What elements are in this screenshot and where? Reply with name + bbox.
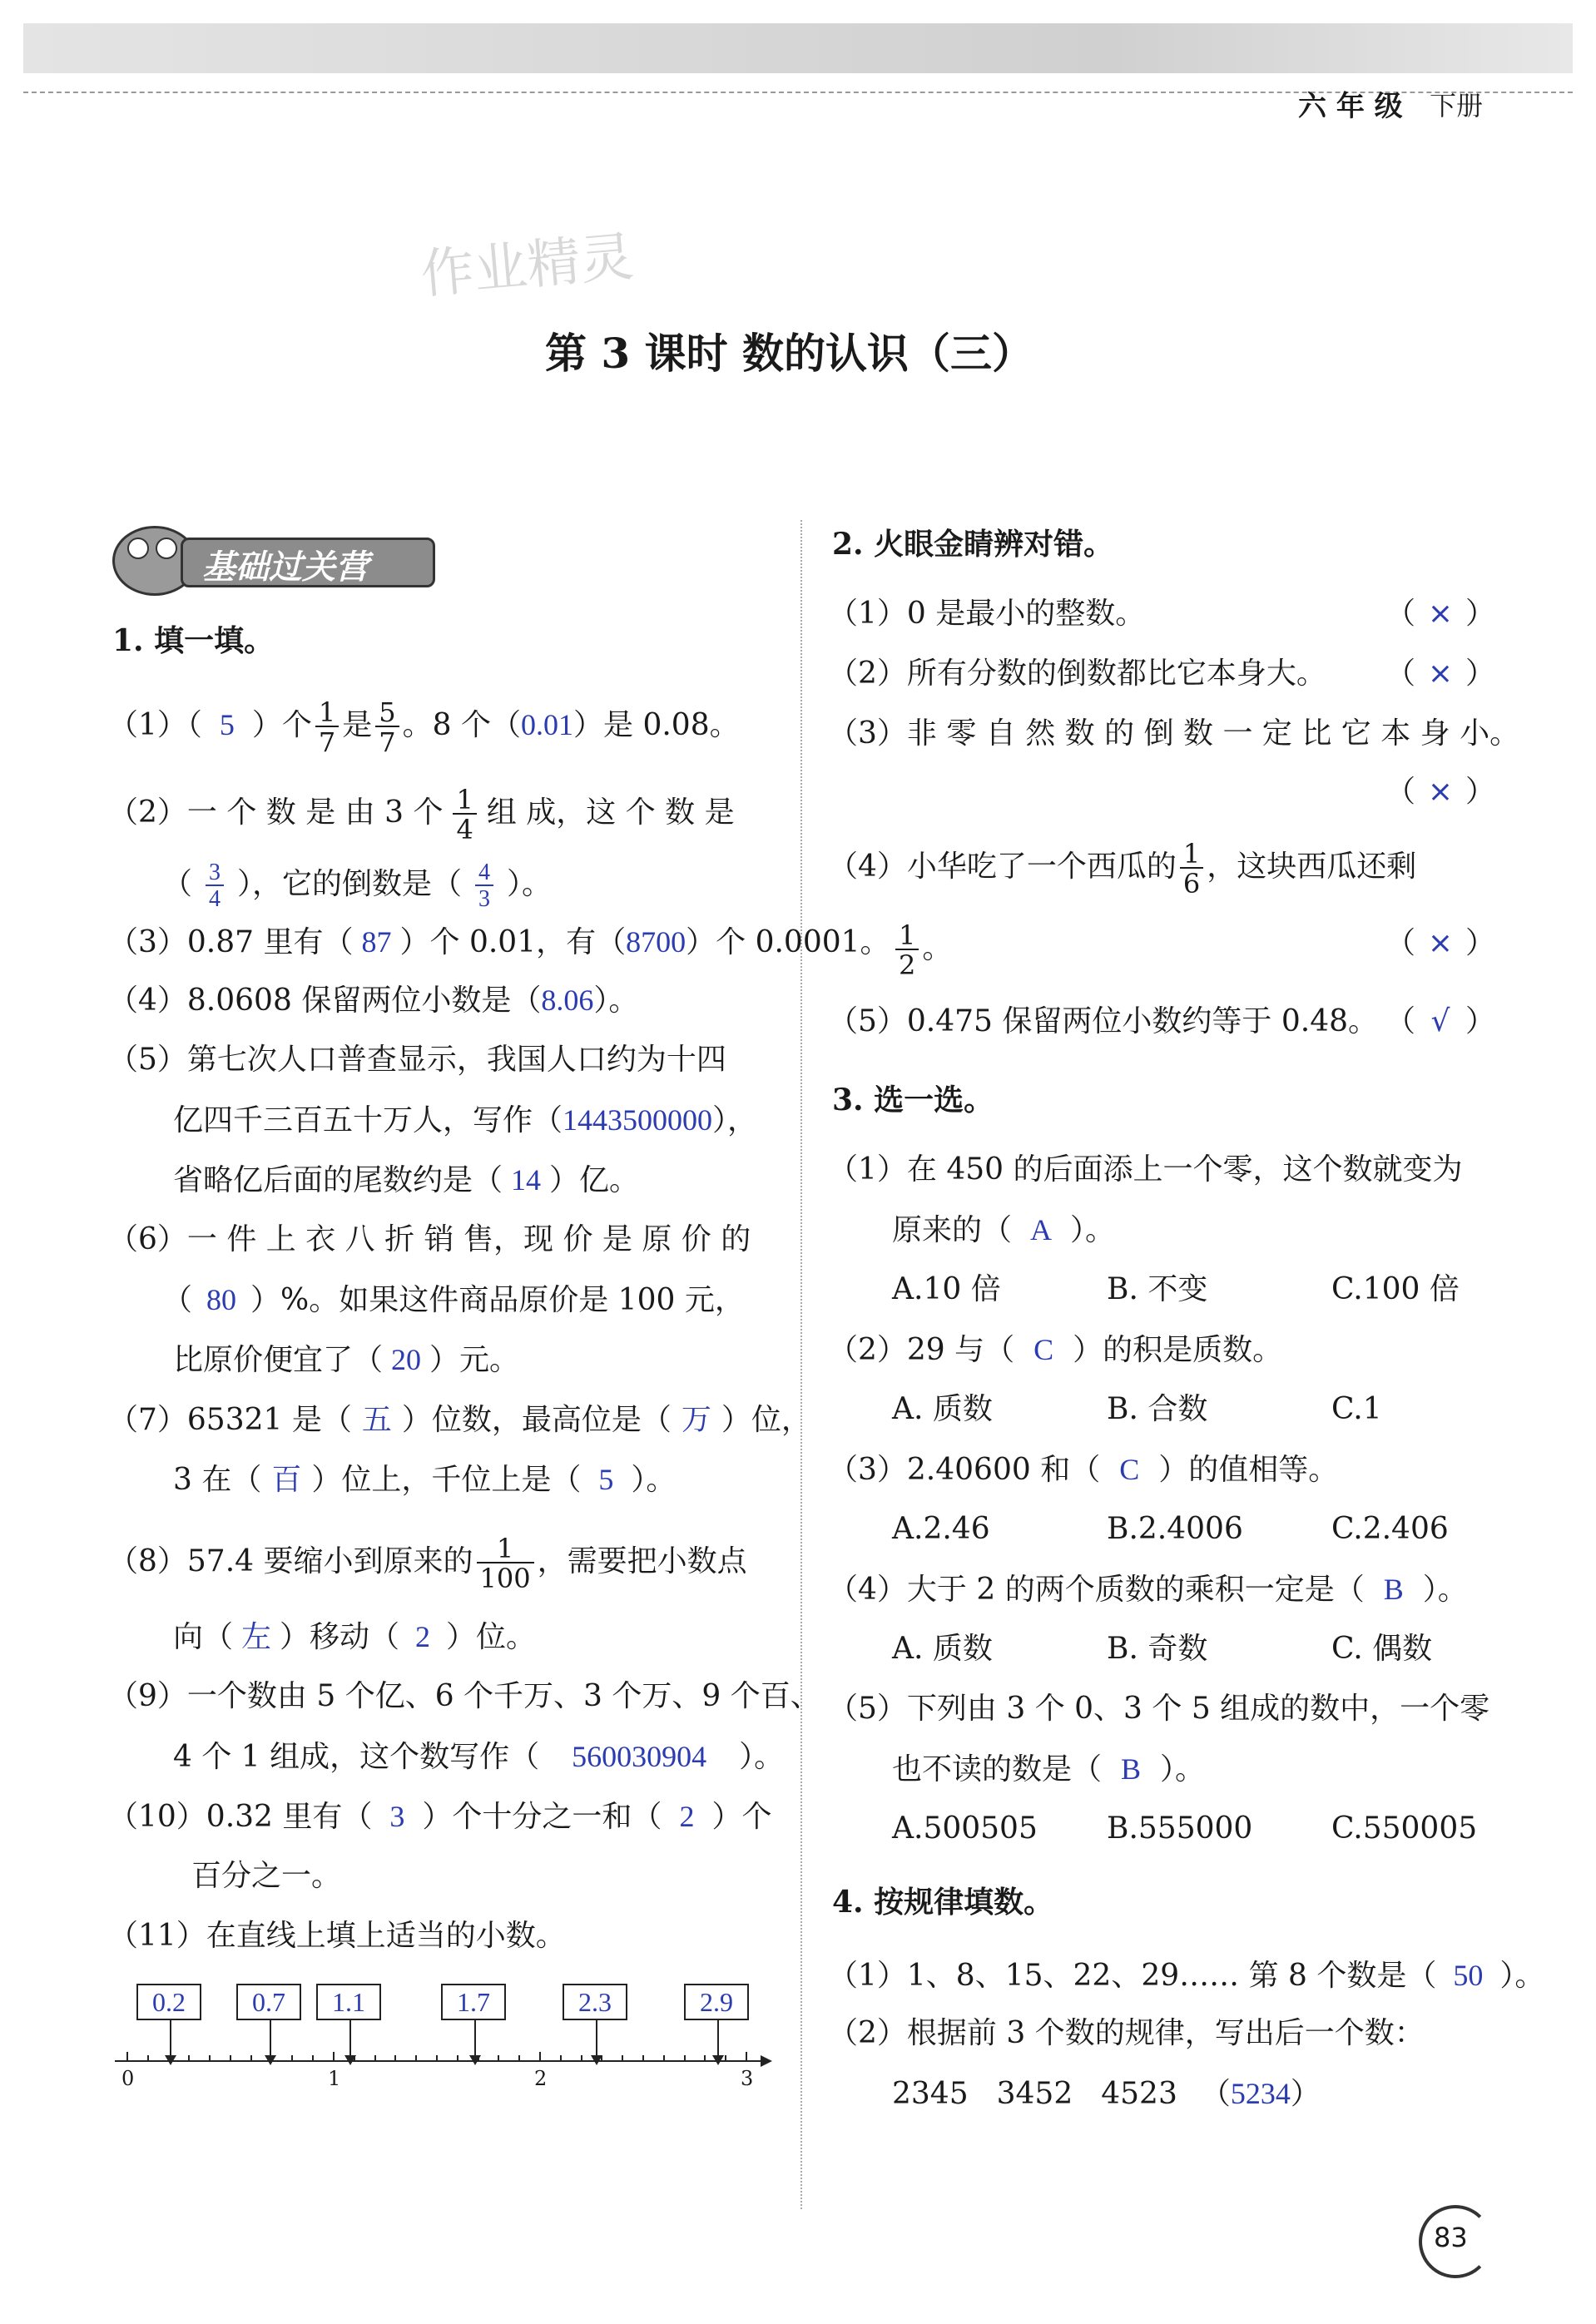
q3-item4: （4）大于 2 的两个质数的乘积一定是（ B ）。 <box>828 1573 1468 1607</box>
watermark: 作业精灵 <box>418 225 637 306</box>
answer: 5 <box>598 1463 614 1496</box>
q3-item1-line2: 原来的（ A ）。 <box>892 1213 1116 1247</box>
numline-tick <box>374 2055 376 2062</box>
volume-label: 下册 <box>1430 90 1484 121</box>
numline-arrow <box>474 2020 476 2062</box>
numline-tick <box>415 2055 417 2062</box>
q2-judge3: （ × ） <box>1385 775 1496 809</box>
numline-box: 2.3 <box>563 1984 627 2020</box>
numline-tick <box>271 2055 273 2062</box>
numline-box: 1.1 <box>316 1984 381 2020</box>
q1-item10-line2: 百分之一。 <box>191 1859 342 1893</box>
answer: 百 <box>271 1463 302 1496</box>
numline-tick-label: 0 <box>121 2067 135 2090</box>
fraction: $\frac{5}{7}$ <box>375 699 399 756</box>
q1-item7-line1: （7）65321 是（ 五 ）位数，最高位是（ 万 ）位， <box>108 1403 811 1437</box>
numline-tick <box>250 2055 252 2062</box>
q1-item8-line1: （8）57.4 要缩小到原来的 $\frac{1}{100}$ ，需要把小数点 <box>108 1533 747 1594</box>
numline-tick <box>394 2055 396 2062</box>
grade-label: 六 年 级 <box>1298 90 1403 123</box>
answer: A <box>1030 1213 1053 1246</box>
numline-tick <box>539 2052 541 2062</box>
q1-item1: （1）（ 5 ）个 $\frac{1}{7}$ 是 $\frac{5}{7}$ 。8 个（0.01）是 0.08。 <box>108 696 740 758</box>
numline-tick-label: 2 <box>534 2067 548 2090</box>
q3-opt2c: C.1 <box>1331 1392 1382 1426</box>
numline-arrow <box>170 2020 171 2062</box>
page-number: 83 <box>1434 2222 1468 2253</box>
q3-item3: （3）2.40600 和（ C ）的值相等。 <box>828 1453 1339 1487</box>
answer: 20 <box>391 1343 422 1376</box>
numline-tick <box>188 2055 190 2062</box>
fraction: $\frac{1}{4}$ <box>453 786 476 843</box>
answer: C <box>1033 1333 1054 1366</box>
q1-item5-line1: （5）第七次人口普查显示，我国人口约为十四 <box>108 1043 726 1077</box>
numline-arrow <box>717 2020 719 2062</box>
answer: 50 <box>1453 1959 1484 1992</box>
answer: 3 <box>389 1800 405 1833</box>
q2-item5: （5）0.475 保留两位小数约等于 0.48。 <box>828 1004 1379 1038</box>
numline-tick <box>581 2055 582 2062</box>
answer: 87 <box>361 925 392 959</box>
numline-tick <box>291 2055 293 2062</box>
section-badge <box>112 526 445 591</box>
q2-heading: 2. 火眼金睛辨对错。 <box>832 527 1114 562</box>
q1-item5-line3: 省略亿后面的尾数约是（ 14 ）亿。 <box>173 1163 640 1197</box>
numline-tick <box>622 2055 623 2062</box>
frog-eye-left <box>127 538 149 559</box>
number-line <box>115 1977 772 2094</box>
numline-tick <box>642 2055 644 2062</box>
numline-tick <box>704 2055 706 2062</box>
q4-item1: （1）1、8、15、22、29…… 第 8 个数是（ 50 ）。 <box>828 1959 1545 1993</box>
q2-item2: （2）所有分数的倒数都比它本身大。 <box>828 657 1326 691</box>
q2-judge4: （ × ） <box>1385 926 1496 960</box>
q2-item1: （1）0 是最小的整数。 <box>828 597 1146 631</box>
numline-tick <box>147 2055 149 2062</box>
q3-item5-line2: 也不读的数是（ B ）。 <box>892 1752 1206 1786</box>
q3-item5-line1: （5）下列由 3 个 0、3 个 5 组成的数中，一个零 <box>828 1692 1490 1726</box>
q3-heading: 3. 选一选。 <box>832 1083 994 1117</box>
numline-arrow <box>349 2020 351 2062</box>
numline-tick <box>478 2055 479 2062</box>
numline-tick <box>168 2055 170 2062</box>
numline-tick <box>684 2055 686 2062</box>
q1-item7-line2: 3 在（ 百 ）位上，千位上是（ 5 ）。 <box>173 1463 677 1497</box>
q2-item4-line2: $\frac{1}{2}$ 。 <box>892 922 952 979</box>
answer: 五 <box>361 1403 392 1436</box>
q1-item3: （3）0.87 里有（ 87 ）个 0.01，有（8700）个 0.0001。 <box>108 925 890 959</box>
numline-tick <box>436 2055 438 2062</box>
answer: 8.06 <box>541 984 594 1017</box>
q1-item9-line2: 4 个 1 组成，这个数写作（ 560030904 ）。 <box>173 1740 785 1774</box>
q3-opt4a: A. 质数 <box>892 1632 993 1666</box>
numline-box: 1.7 <box>441 1984 506 2020</box>
q3-item1-line1: （1）在 450 的后面添上一个零，这个数就变为 <box>828 1152 1463 1187</box>
q3-opt2a: A. 质数 <box>892 1392 993 1426</box>
answer: 2 <box>415 1620 431 1653</box>
answer: 万 <box>681 1403 711 1436</box>
numline-tick <box>601 2055 602 2062</box>
q3-opt3a: A.2.46 <box>892 1512 990 1546</box>
answer: B <box>1121 1752 1142 1786</box>
numline-tick <box>663 2055 665 2062</box>
q1-item6-line1: （6）一 件 上 衣 八 折 销 售，现 价 是 原 价 的 <box>108 1222 751 1256</box>
q1-item6-line2: （ 80 ）%。如果这件商品原价是 100 元， <box>162 1283 745 1317</box>
q1-item4: （4）8.0608 保留两位小数是（8.06）。 <box>108 984 639 1018</box>
q1-item10-line1: （10）0.32 里有（ 3 ）个十分之一和（ 2 ）个 <box>108 1800 772 1834</box>
numline-tick <box>518 2055 520 2062</box>
q1-item6-line3: 比原价便宜了（ 20 ）元。 <box>173 1343 520 1377</box>
q4-item2: （2）根据前 3 个数的规律，写出后一个数： <box>828 2016 1425 2050</box>
numline-tick-label: 1 <box>328 2067 341 2090</box>
numline-tick <box>457 2055 458 2062</box>
answer: 5 <box>219 708 235 741</box>
fraction: $\frac{1}{2}$ <box>895 922 919 979</box>
numline-tick <box>746 2052 747 2062</box>
q4-heading: 4. 按规律填数。 <box>832 1885 1054 1920</box>
answer: B <box>1383 1573 1404 1606</box>
frog-eye-right <box>156 538 177 559</box>
fraction: $\frac{1}{7}$ <box>315 699 339 756</box>
q3-opt3c: C.2.406 <box>1331 1512 1449 1546</box>
page-title: 第 3 课时 数的认识（三） <box>545 329 1034 378</box>
answer: 560030904 <box>572 1740 707 1773</box>
fraction: $\frac{1}{100}$ <box>477 1535 534 1592</box>
numline-tick <box>560 2055 562 2062</box>
answer: 1443500000 <box>563 1103 713 1137</box>
badge-label: 基础过关营 <box>202 548 369 587</box>
answer: C <box>1119 1453 1140 1486</box>
numline-box: 0.7 <box>236 1984 301 2020</box>
q1-item8-line2: 向（ 左 ）移动（ 2 ）位。 <box>173 1620 537 1654</box>
numline-tick <box>354 2055 355 2062</box>
numline-box: 0.2 <box>136 1984 201 2020</box>
q3-item2: （2）29 与（ C ）的积是质数。 <box>828 1333 1283 1367</box>
numline-tick-label: 3 <box>741 2067 754 2090</box>
column-divider <box>800 520 802 2209</box>
answer: 5234 <box>1230 2077 1291 2110</box>
answer: 0.01 <box>521 708 574 741</box>
q1-item9-line1: （9）一个数由 5 个亿、6 个千万、3 个万、9 个百、 <box>108 1679 820 1713</box>
numline-tick <box>209 2055 211 2062</box>
q2-item3: （3）非 零 自 然 数 的 倒 数 一 定 比 它 本 身 小。 <box>828 716 1520 751</box>
q2-judge1: （ × ） <box>1385 597 1496 631</box>
numline-tick <box>126 2052 128 2062</box>
q3-opt4b: B. 奇数 <box>1107 1632 1208 1666</box>
numline-tick <box>725 2055 726 2062</box>
q1-heading: 1. 填一填。 <box>112 623 275 658</box>
q3-opt4c: C. 偶数 <box>1331 1632 1433 1666</box>
q3-opt5c: C.550005 <box>1331 1811 1478 1846</box>
answer-fraction: $\frac{3}{4}$ <box>206 861 224 911</box>
q1-item2-line1: （2）一 个 数 是 由 3 个 $\frac{1}{4}$ 组 成，这 个 数 是 <box>108 784 735 845</box>
numline-tick <box>333 2052 335 2062</box>
numline-tick <box>498 2055 499 2062</box>
numline-arrowhead <box>761 2055 772 2067</box>
q3-opt1b: B. 不变 <box>1107 1272 1208 1306</box>
q3-opt1c: C.100 倍 <box>1331 1272 1460 1306</box>
numline-tick <box>230 2055 231 2062</box>
answer: 左 <box>241 1620 272 1653</box>
answer: 14 <box>511 1163 542 1197</box>
q3-opt5a: A.500505 <box>892 1811 1038 1846</box>
answer: 2 <box>679 1800 695 1833</box>
q3-opt1a: A.10 倍 <box>892 1272 1001 1306</box>
q1-item11: （11）在直线上填上适当的小数。 <box>108 1919 566 1953</box>
header-band <box>23 23 1573 73</box>
q2-judge2: （ × ） <box>1385 657 1496 691</box>
q3-opt5b: B.555000 <box>1107 1811 1253 1846</box>
fraction: $\frac{1}{6}$ <box>1180 840 1203 897</box>
q2-item4-line1: （4）小华吃了一个西瓜的 $\frac{1}{6}$ ，这块西瓜还剩 <box>828 838 1417 899</box>
numline-axis <box>115 2060 762 2062</box>
q4-sequence: 2345 3452 4523 （5234） <box>892 2077 1321 2111</box>
numline-tick <box>312 2055 314 2062</box>
q1-item2-line2: （ $\frac{3}{4}$ ），它的倒数是（ $\frac{4}{3}$ ）。 <box>162 860 553 912</box>
answer: 80 <box>206 1283 237 1316</box>
q2-judge5: （ √ ） <box>1385 1004 1496 1038</box>
numline-box: 2.9 <box>684 1984 749 2020</box>
answer: 8700 <box>626 925 686 959</box>
q3-opt2b: B. 合数 <box>1107 1392 1208 1426</box>
answer-fraction: $\frac{4}{3}$ <box>475 861 493 911</box>
q3-opt3b: B.2.4006 <box>1107 1512 1243 1546</box>
numline-arrow <box>596 2020 597 2062</box>
q1-item5-line2: 亿四千三百五十万人，写作（1443500000）， <box>173 1103 758 1137</box>
